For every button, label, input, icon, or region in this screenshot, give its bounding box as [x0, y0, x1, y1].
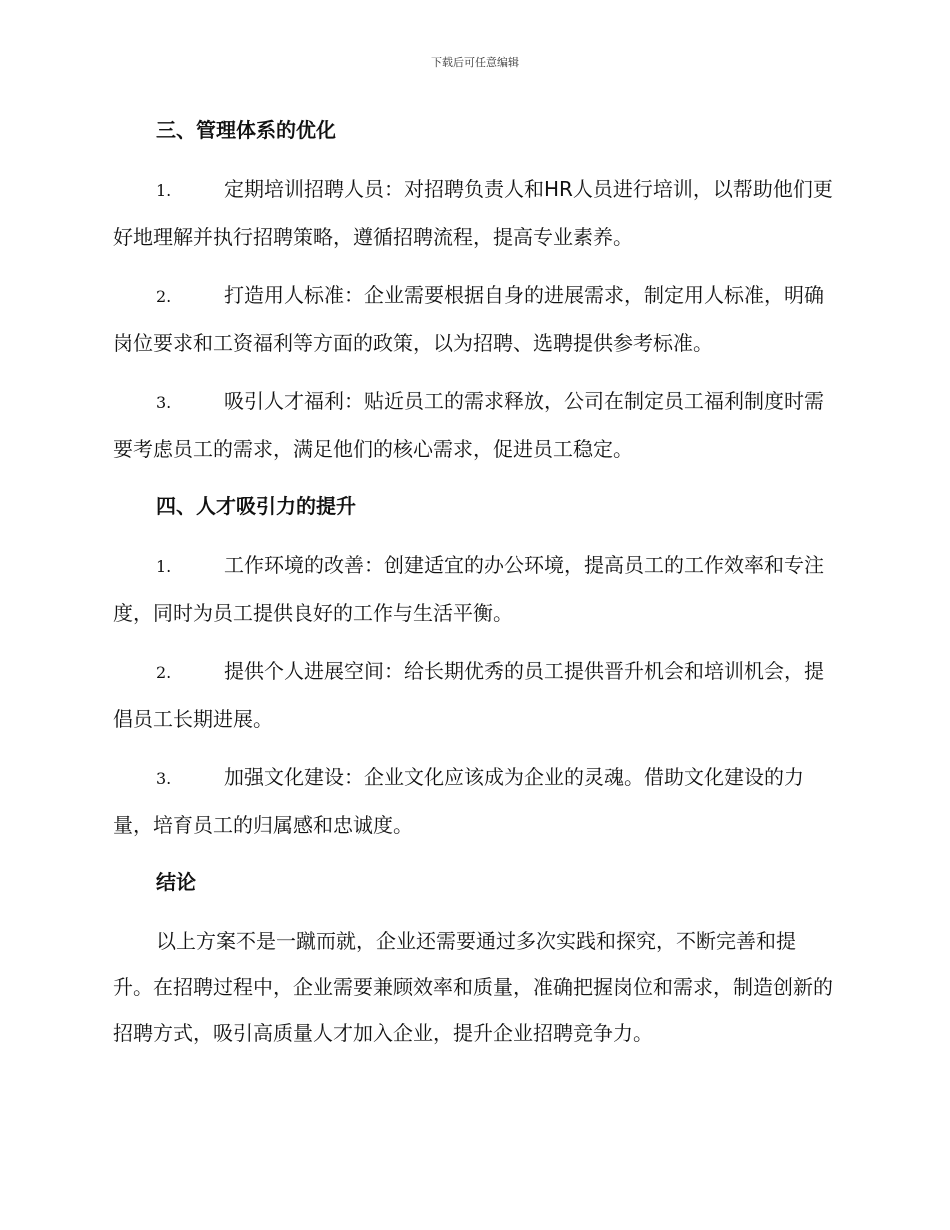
item-number: 2. — [156, 287, 172, 306]
item-number: 1. — [156, 557, 172, 576]
item-text: 定期培训招聘人员：对招聘负责人和HR人员进行培训，以帮助他们更好地理解并执行招聘策略，遵循招聘流程，提高专业素养。 — [113, 177, 833, 249]
conclusion-paragraph: 以上方案不是一蹴而就，企业还需要通过多次实践和探究，不断完善和提升。在招聘过程中，企业需要兼顾效率和质量，准确把握岗位和需求，制造创新的招聘方式，吸引高质量人才加入企业，提升企业招聘竞争力。 — [113, 929, 833, 1045]
conclusion-heading: 结论 — [156, 870, 196, 894]
list-item — [113, 378, 835, 472]
list-item — [113, 754, 835, 848]
item-number: 1. — [156, 181, 172, 200]
item-number: 3. — [156, 393, 172, 412]
list-item — [113, 542, 835, 636]
header-note: 下载后可任意编辑 — [431, 56, 519, 69]
list-item — [113, 648, 835, 742]
item-text: 工作环境的改善：创建适宜的办公环境，提高员工的工作效率和专注度，同时为员工提供良好的工作与生活平衡。 — [113, 553, 824, 625]
section-heading: 四、人才吸引力的提升 — [156, 494, 356, 518]
section-heading: 三、管理体系的优化 — [156, 118, 336, 142]
section-management-optimization — [113, 108, 835, 472]
section-conclusion — [113, 860, 835, 1056]
item-number: 3. — [156, 769, 172, 788]
item-text: 加强文化建设：企业文化应该成为企业的灵魂。借助文化建设的力量，培育员工的归属感和忠诚度。 — [113, 765, 804, 837]
list-item — [113, 166, 835, 260]
section-talent-attraction — [113, 484, 835, 848]
document-body — [113, 108, 835, 1056]
item-text: 吸引人才福利：贴近员工的需求释放，公司在制定员工福利制度时需要考虑员工的需求，满足他们的核心需求，促进员工稳定。 — [113, 389, 824, 461]
item-number: 2. — [156, 663, 172, 682]
item-text: 提供个人进展空间：给长期优秀的员工提供晋升机会和培训机会，提倡员工长期进展。 — [113, 659, 824, 731]
item-text: 打造用人标准：企业需要根据自身的进展需求，制定用人标准，明确岗位要求和工资福利等方面的政策，以为招聘、选聘提供参考标准。 — [113, 283, 824, 355]
list-item — [113, 272, 835, 366]
